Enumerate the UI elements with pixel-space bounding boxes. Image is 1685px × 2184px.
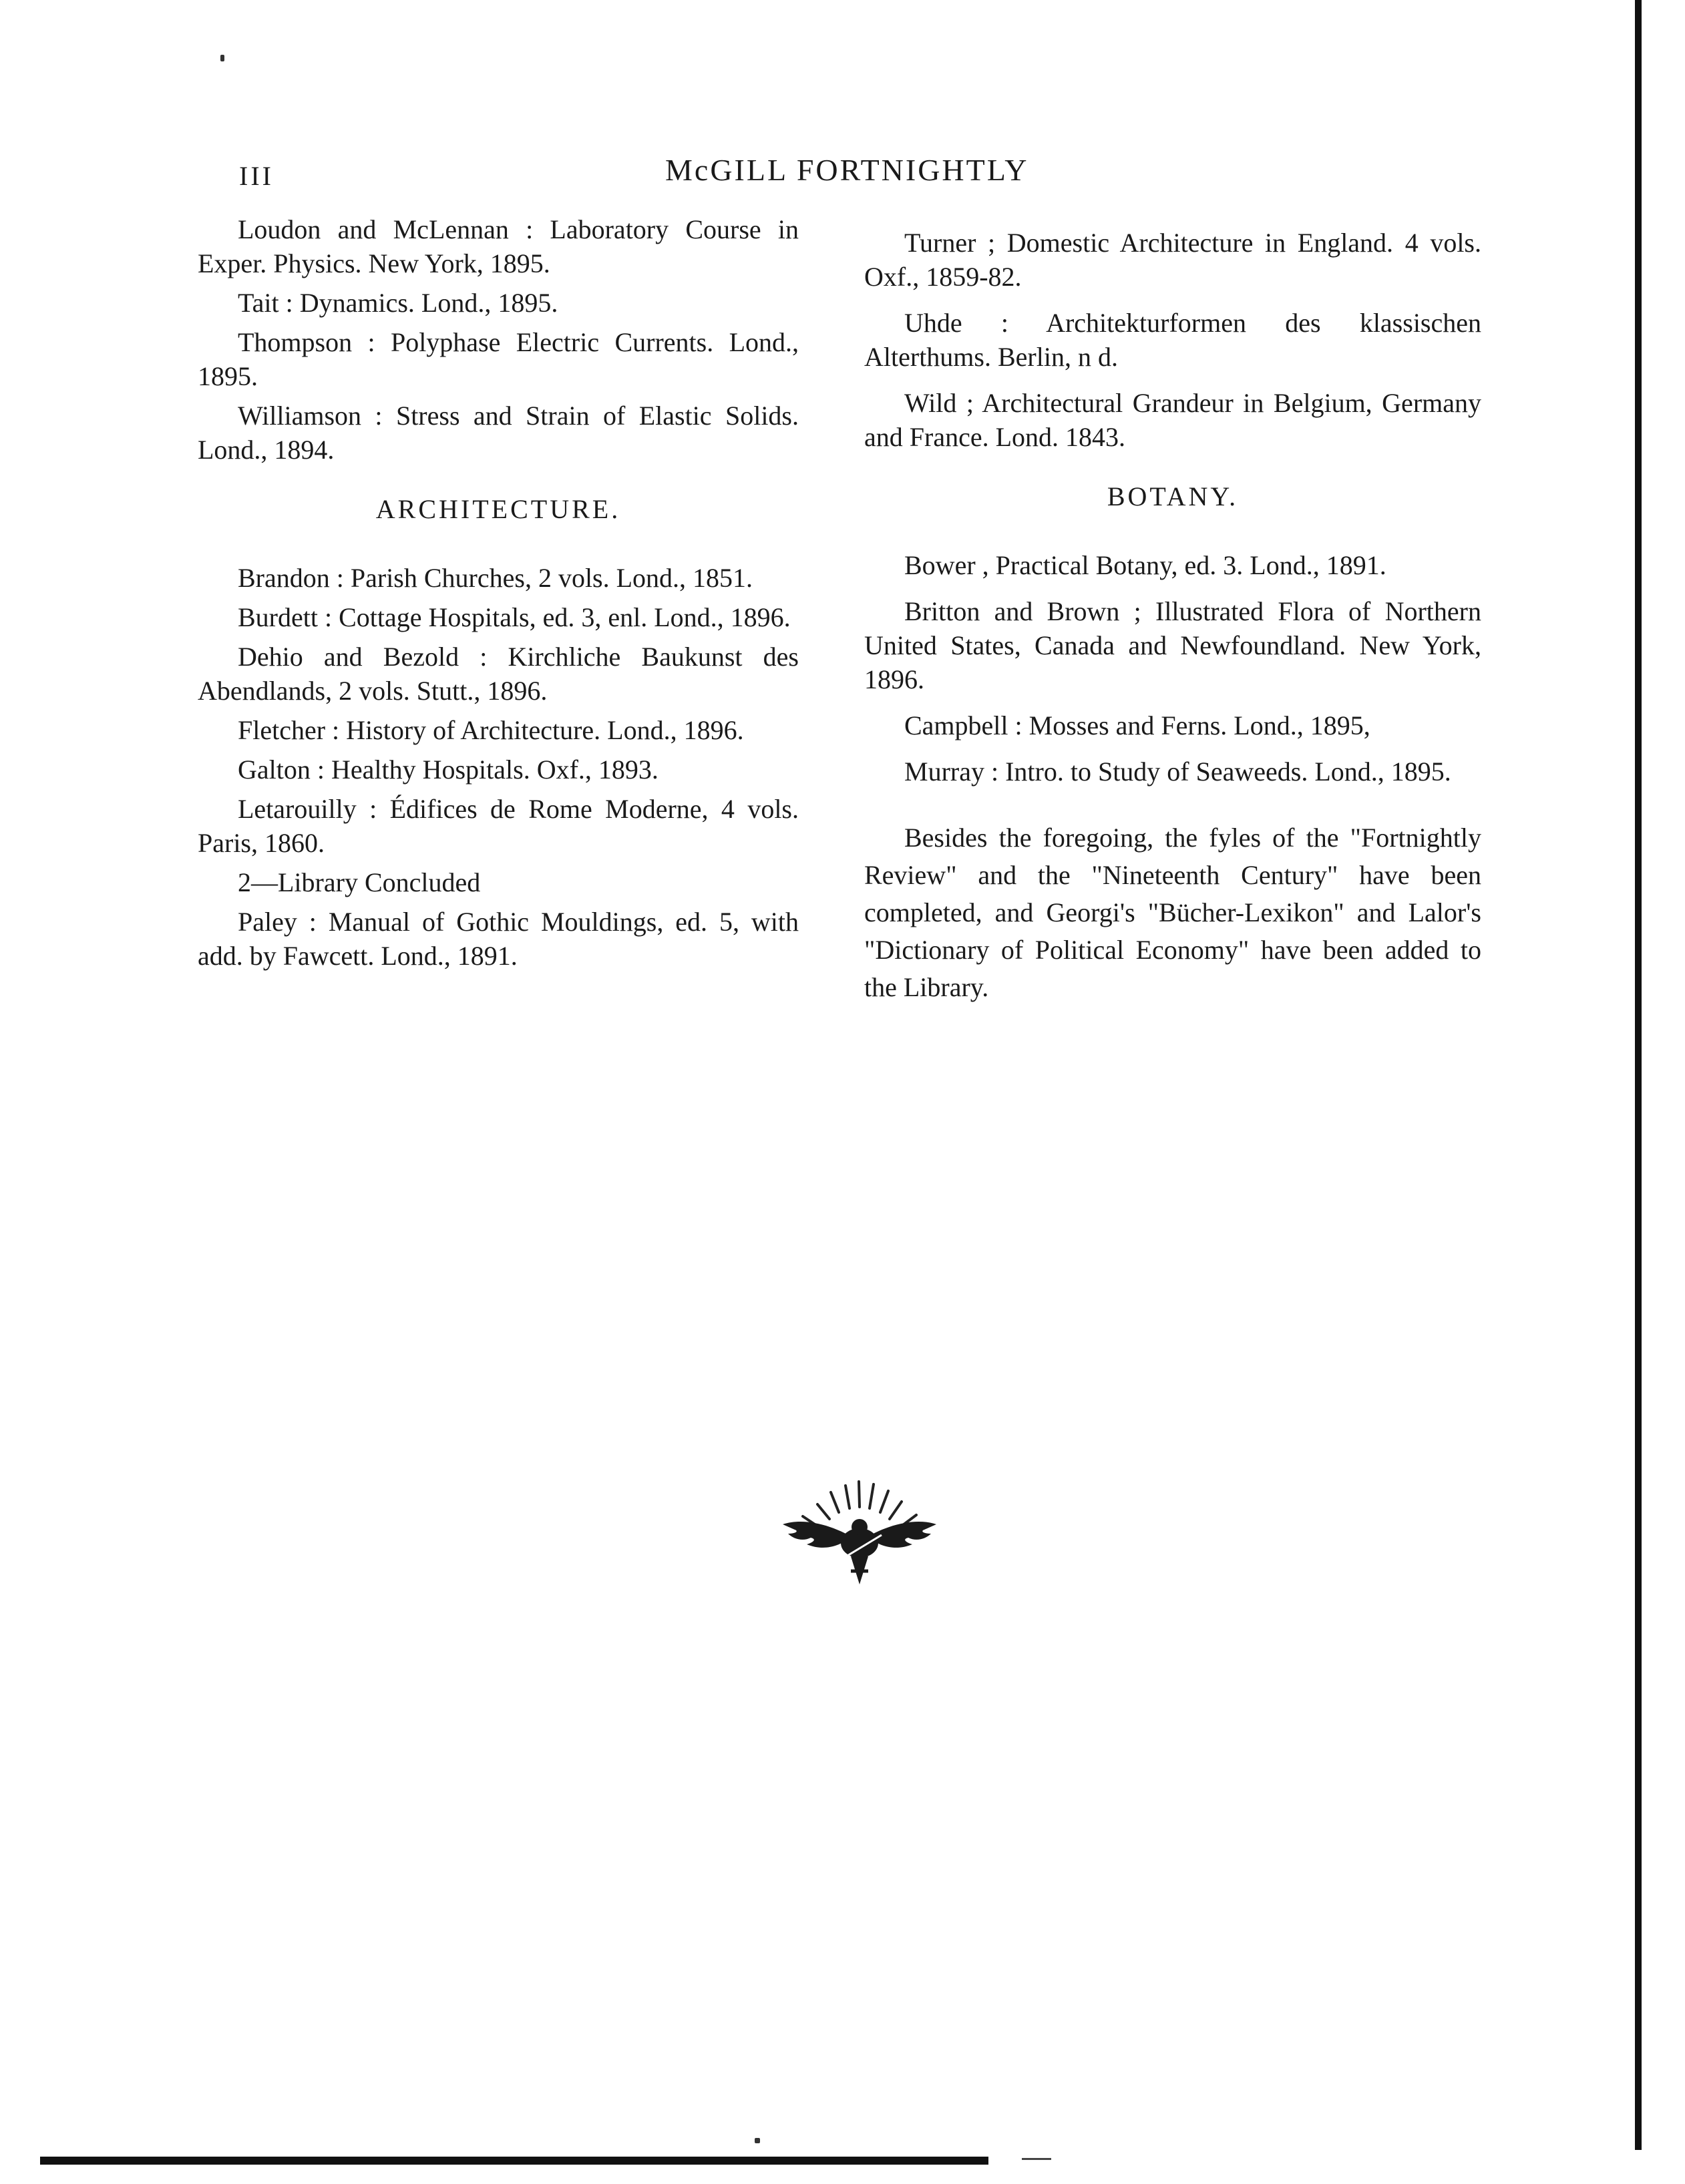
bibliography-entry: Letarouilly : Édifices de Rome Moderne, 4 vols. Paris, 1860. (198, 794, 799, 858)
scan-speck (220, 55, 224, 61)
page-number: III (239, 161, 274, 191)
closing-note: Besides the foregoing, the fyles of the "Fortnightly Review" and the "Nineteenth Century" have been completed, and Georgi's "Bücher-Lexikon" and Lalor's "Dictionary of Political Economy" have been added to the Library. (864, 823, 1481, 1002)
bibliography-entry: Britton and Brown ; Illustrated Flora of Northern United States, Canada and Newfoundland. New York, 1896. (864, 596, 1481, 694)
bibliography-entry: Murray : Intro. to Study of Seaweeds. Lond., 1895. (904, 756, 1451, 787)
bottom-dash-mark (1022, 2158, 1051, 2160)
bibliography-entry: Paley : Manual of Gothic Mouldings, ed. 5, with add. by Fawcett. Lond., 1891. (198, 907, 799, 971)
bibliography-entry: Fletcher : History of Architecture. Lond., 1896. (238, 715, 744, 745)
signature-mark: 2—Library Concluded (238, 867, 481, 897)
bibliography-entry: Brandon : Parish Churches, 2 vols. Lond., 1851. (238, 563, 753, 593)
bibliography-entry: Burdett : Cottage Hospitals, ed. 3, enl. Lond., 1896. (238, 602, 791, 632)
left-column (198, 212, 799, 978)
bibliography-entry: Uhde : Architekturformen des klassischen Alterthums. Berlin, n d. (864, 308, 1481, 372)
bibliography-entry: Campbell : Mosses and Ferns. Lond., 1895, (904, 710, 1370, 740)
scan-speck (755, 2138, 760, 2143)
bibliography-entry: Bower , Practical Botany, ed. 3. Lond., 1891. (904, 550, 1386, 580)
section-heading-botany: BOTANY. (1107, 481, 1239, 511)
bibliography-entry: Galton : Healthy Hospitals. Oxf., 1893. (238, 754, 659, 785)
bibliography-entry: Thompson : Polyphase Electric Currents. Lond., 1895. (198, 327, 799, 391)
bottom-edge-rule (40, 2157, 988, 2165)
bibliography-entry: Turner ; Domestic Architecture in England. 4 vols. Oxf., 1859-82. (864, 228, 1481, 292)
right-column (864, 226, 1481, 1033)
bibliography-entry: Loudon and McLennan : Laboratory Course in Exper. Physics. New York, 1895. (198, 214, 799, 278)
section-heading-architecture: ARCHITECTURE. (375, 494, 621, 524)
bibliography-entry: Williamson : Stress and Strain of Elastic Solids. Lond., 1894. (198, 401, 799, 465)
page-header (0, 152, 1685, 192)
bibliography-entry: Wild ; Architectural Grandeur in Belgium, Germany and France. Lond. 1843. (864, 388, 1481, 452)
eagle-vignette-icon (776, 1478, 943, 1588)
page-edge-rule (1635, 0, 1642, 2150)
bibliography-entry: Dehio and Bezold : Kirchliche Baukunst des Abendlands, 2 vols. Stutt., 1896. (198, 642, 799, 706)
bibliography-entry: Tait : Dynamics. Lond., 1895. (238, 288, 558, 318)
running-title: McGILL FORTNIGHTLY (665, 153, 1029, 187)
